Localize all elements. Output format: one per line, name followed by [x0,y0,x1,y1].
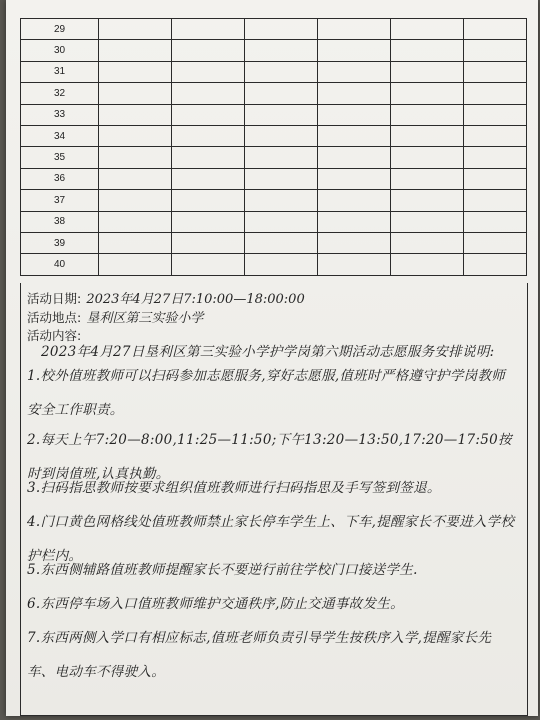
place-row [27,307,523,326]
content-label: 活动内容: [27,328,82,343]
table-cell [318,104,391,125]
table-cell [464,19,527,40]
table-cell [318,125,391,146]
table-cell [172,19,245,40]
table-row [21,19,527,40]
table-row [21,40,527,61]
table-cell [172,232,245,253]
table-cell [391,232,464,253]
intro-line: 2023年4月27日垦利区第三实验小学护学岗第六期活动志愿服务安排说明: [41,344,495,360]
table-cell [245,168,318,189]
row-number: 29 [21,19,99,40]
instruction-item: 7.东西两侧入学口有相应标志,值班老师负责引导学生按秩序入学,提醒家长先车、电动车不得驶入。 [27,630,492,680]
row-number: 36 [21,168,99,189]
table-cell [172,190,245,211]
table-cell [464,61,527,82]
table-row [21,190,527,211]
table-cell [464,232,527,253]
table-cell [318,211,391,232]
table-row [21,168,527,189]
table-cell [391,40,464,61]
instruction-item: 1.校外值班教师可以扫码参加志愿服务,穿好志愿服,值班时严格遵守护学岗教师安全工作职责。 [27,368,506,418]
table-cell [245,40,318,61]
table-cell [99,19,172,40]
table-row [21,254,527,275]
instruction-item: 2.每天上午7:20—8:00,11:25—11:50;下午13:20—13:50,17:20—17:50按时到岗值班,认真执勤。 [27,432,512,482]
table-row [21,125,527,146]
place-label: 活动地点: [27,310,82,325]
table-cell [318,40,391,61]
table-cell [99,254,172,275]
table-cell [464,83,527,104]
table-cell [464,40,527,61]
table-cell [318,190,391,211]
table-cell [464,211,527,232]
table-cell [464,168,527,189]
row-number: 35 [21,147,99,168]
date-row [27,288,523,307]
volunteer-table [20,18,527,276]
row-number: 39 [21,232,99,253]
table-cell [99,61,172,82]
place-value: 垦利区第三实验小学 [86,311,204,326]
table-cell [391,104,464,125]
table-cell [318,147,391,168]
table-cell [391,168,464,189]
activity-form [20,283,528,716]
table-cell [391,211,464,232]
table-cell [245,104,318,125]
paper-sheet [6,0,538,716]
table-cell [172,125,245,146]
table-cell [245,19,318,40]
table-cell [464,125,527,146]
table-cell [99,104,172,125]
table-cell [99,211,172,232]
row-number: 40 [21,254,99,275]
table-cell [172,168,245,189]
date-value: 2023年4月27日7:10:00—18:00:00 [86,292,305,307]
table-cell [245,83,318,104]
table-cell [99,40,172,61]
table-cell [172,254,245,275]
table-cell [245,211,318,232]
table-cell [99,125,172,146]
table-cell [464,190,527,211]
table-cell [245,190,318,211]
table-cell [245,147,318,168]
date-label: 活动日期: [27,291,82,306]
table-cell [318,232,391,253]
table-cell [245,125,318,146]
table-cell [172,40,245,61]
table-row [21,147,527,168]
row-number: 37 [21,190,99,211]
table-cell [172,61,245,82]
table-cell [464,104,527,125]
table-cell [245,61,318,82]
table-cell [245,254,318,275]
table-cell [172,104,245,125]
table-row [21,83,527,104]
row-number: 32 [21,83,99,104]
row-number: 34 [21,125,99,146]
table-row [21,211,527,232]
row-number: 33 [21,104,99,125]
table-row [21,232,527,253]
table-cell [99,168,172,189]
table-cell [245,232,318,253]
table-cell [99,190,172,211]
table-cell [318,83,391,104]
row-number: 38 [21,211,99,232]
table-cell [464,147,527,168]
table-cell [318,19,391,40]
table-cell [172,147,245,168]
row-number: 31 [21,61,99,82]
table-cell [391,254,464,275]
table-cell [99,83,172,104]
table-cell [99,147,172,168]
table-cell [172,211,245,232]
table-cell [391,147,464,168]
instruction-item: 5.东西侧辅路值班教师提醒家长不要逆行前往学校门口接送学生. [27,562,418,578]
table-cell [172,83,245,104]
instruction-item: 4.门口黄色网格线处值班教师禁止家长停车学生上、下车,提醒家长不要进入学校护栏内。 [27,514,515,564]
table-cell [391,83,464,104]
instruction-item: 6.东西停车场入口值班教师维护交通秩序,防止交通事故发生。 [27,596,404,612]
table-cell [391,19,464,40]
instruction-item: 3.扫码指思教师按要求组织值班教师进行扫码指思及手写签到签退。 [27,480,441,496]
table-cell [391,125,464,146]
table-cell [464,254,527,275]
table-row [21,104,527,125]
table-row [21,61,527,82]
table-cell [318,61,391,82]
row-number: 30 [21,40,99,61]
table-cell [391,61,464,82]
table-cell [99,232,172,253]
table-cell [318,254,391,275]
table-cell [318,168,391,189]
table-cell [391,190,464,211]
volunteer-table-body [21,19,527,276]
